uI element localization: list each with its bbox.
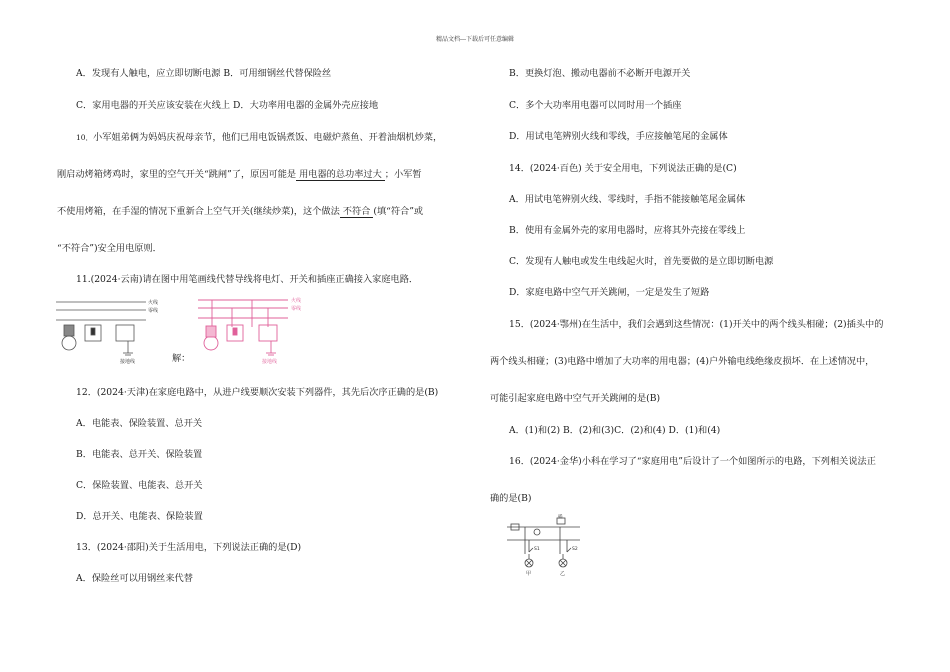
q16-s1-label: S1 xyxy=(534,547,540,552)
q11-solution-diagram xyxy=(198,300,288,355)
q10-text-2a: 刚启动烤箱烤鸡时，家里的空气开关“跳闸”了，原因可能是 xyxy=(57,169,297,180)
switch-s1-icon xyxy=(529,548,533,552)
q16-lamp-b-label: 乙 xyxy=(560,571,566,577)
q12-option: B．电能表、总开关、保险装置 xyxy=(76,449,203,460)
q12-option: A．电能表、保险装置、总开关 xyxy=(76,418,203,429)
q16-s2-label: S2 xyxy=(572,547,578,552)
q10-line-3 xyxy=(57,206,423,218)
q12-text: 12．(2024·天津)在家庭电路中，从进户线要顺次安装下列器件，其先后次序正确的是(B) xyxy=(76,387,439,398)
q14-option: C．发现有人触电或发生电线起火时，首先要做的是立即切断电源 xyxy=(509,256,774,267)
q11-solution-live-label: 火线 xyxy=(291,298,302,304)
q12-option: D．总开关、电能表、保险装置 xyxy=(76,511,203,522)
q15-line-3: 可能引起家庭电路中空气开关跳闸的是(B) xyxy=(490,393,661,404)
q13-option-b: B．更换灯泡、搬动电器前不必断开电源开关 xyxy=(509,68,691,79)
q14-option: B．使用有金属外壳的家用电器时，应将其外壳接在零线上 xyxy=(509,225,746,236)
q10-line-1 xyxy=(76,132,442,144)
q15-line-2: 两个线头相碰；(3)电路中增加了大功率的用电器；(4)户外输电线绝缘皮损坏．在上述情况中， xyxy=(490,356,875,367)
q10-text-1: 小军姐弟俩为妈妈庆祝母亲节，他们已用电饭锅煮饭、电磁炉蒸鱼、开着油烟机炒菜， xyxy=(93,132,443,143)
q12-option: C．保险装置、电能表、总开关 xyxy=(76,480,203,491)
q11-neutral-label: 零线 xyxy=(148,308,159,314)
q15-options: A．(1)和(2) B．(2)和(3)C．(2)和(4) D．(1)和(4) xyxy=(509,425,721,436)
q10-number: 10． xyxy=(76,133,94,142)
lamp-holder-icon xyxy=(206,326,216,337)
q11-text: 11.(2024·云南)请在图中用笔画线代替导线将电灯、开关和插座正确接入家庭电路． xyxy=(76,274,419,285)
q10-answer-2: 不符合 xyxy=(340,206,374,218)
q10-text-3b: (填“符合”或 xyxy=(373,206,424,217)
switch-s2-icon xyxy=(567,548,571,552)
lamp-icon xyxy=(62,336,76,350)
lamp-icon xyxy=(204,336,218,350)
q16-lamp-a-label: 甲 xyxy=(526,571,532,577)
q14-option: D．家庭电路中空气开关跳闸，一定是发生了短路 xyxy=(509,287,710,298)
q13-option-a: A．保险丝可以用钢丝来代替 xyxy=(76,573,193,584)
q11-original-diagram xyxy=(56,302,146,355)
q15-line-1: 15．(2024·鄂州)在生活中，我们会遇到这些情况：(1)开关中的两个线头相碰；(2)插头中的 xyxy=(509,319,884,330)
q10-text-2b: ；小军暂 xyxy=(384,169,422,180)
meter-icon xyxy=(534,529,540,535)
q13-option-c: C．多个大功率用电器可以同时用一个插座 xyxy=(509,100,682,111)
q11-solution-neutral-label: 零线 xyxy=(291,306,302,312)
q9-options-cd: C．家用电器的开关应该安装在火线上 D．大功率用电器的金属外壳应接地 xyxy=(76,100,379,111)
q16-line-2: 确的是(B) xyxy=(490,493,532,504)
q13-text: 13．(2024·邵阳)关于生活用电，下列说法正确的是(D) xyxy=(76,542,302,553)
q10-text-3a: 不使用烤箱，在手湿的情况下重新合上空气开关(继续炒菜)，这个做法 xyxy=(57,206,340,217)
socket-icon xyxy=(116,325,134,341)
q10-line-2 xyxy=(57,169,422,181)
socket-icon xyxy=(259,325,277,341)
q13-option-d: D．用试电笔辨别火线和零线，手应接触笔尾的金属体 xyxy=(509,131,728,142)
q14-option: A．用试电笔辨别火线、零线时，手指不能接触笔尾金属体 xyxy=(509,194,746,205)
q9-options-ab: A．发现有人触电，应立即切断电源 B．可用细钢丝代替保险丝 xyxy=(76,68,332,79)
q10-answer-1: 用电器的总功率过大 xyxy=(296,169,385,181)
page-header: 精品文档---下载后可任意编辑 xyxy=(435,36,515,43)
q16-circuit-figure xyxy=(505,514,585,578)
q10-line-4: “不符合”)安全用电原则． xyxy=(57,243,162,254)
lamp-holder-icon xyxy=(64,325,74,336)
q11-ground-label: 接地线 xyxy=(120,359,136,365)
q11-live-label: 火线 xyxy=(148,300,159,306)
q11-solution-ground-label: 接地线 xyxy=(262,359,278,365)
q14-text: 14．(2024·百色) 关于安全用电，下列说法正确的是(C) xyxy=(509,163,737,174)
q11-solution-label: 解： xyxy=(172,353,191,364)
q16-socket-label: 插 xyxy=(558,515,563,520)
q16-line-1: 16．(2024·金华)小科在学习了“家庭用电”后设计了一个如图所示的电路，下列相关说法正 xyxy=(509,456,876,467)
